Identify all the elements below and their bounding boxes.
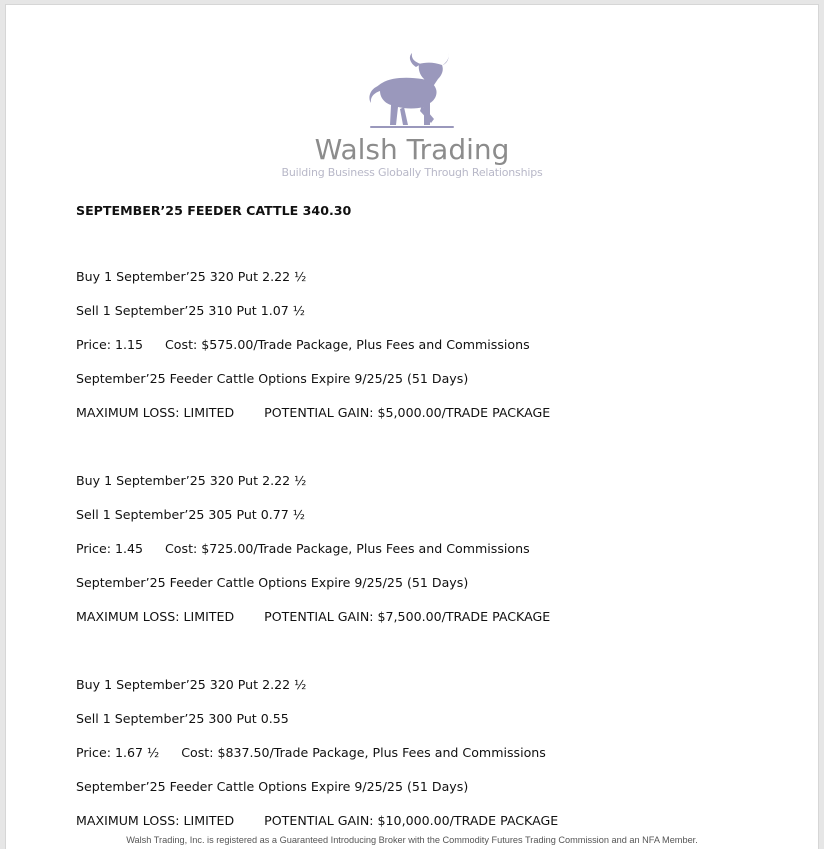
market-heading: SEPTEMBER’25 FEEDER CATTLE 340.30 bbox=[76, 203, 352, 218]
sell-leg: Sell 1 September’25 305 Put 0.77 ½ bbox=[76, 507, 305, 522]
trade-cost: Cost: $575.00/Trade Package, Plus Fees and Commissions bbox=[165, 337, 530, 352]
price-cost-line bbox=[76, 743, 558, 763]
brand-tagline: Building Business Globally Through Relationships bbox=[281, 166, 543, 179]
buy-leg: Buy 1 September’25 320 Put 2.22 ½ bbox=[76, 269, 307, 284]
company-logo bbox=[6, 53, 818, 180]
sell-leg: Sell 1 September’25 300 Put 0.55 bbox=[76, 711, 289, 726]
trade-block-2 bbox=[76, 471, 558, 627]
trade-cost: Cost: $837.50/Trade Package, Plus Fees and Commissions bbox=[181, 745, 546, 760]
risk-reward-line bbox=[76, 811, 558, 831]
trade-price: Price: 1.15 bbox=[76, 337, 144, 352]
trade-cost: Cost: $725.00/Trade Package, Plus Fees and Commissions bbox=[165, 541, 530, 556]
buy-leg: Buy 1 September’25 320 Put 2.22 ½ bbox=[76, 677, 307, 692]
trade-recommendations bbox=[76, 201, 558, 831]
expiry-line: September’25 Feeder Cattle Options Expire 9/25/25 (51 Days) bbox=[76, 779, 469, 794]
trade-block-1 bbox=[76, 267, 558, 423]
potential-gain: POTENTIAL GAIN: $7,500.00/TRADE PACKAGE bbox=[264, 609, 551, 624]
brand-name: Walsh Trading bbox=[314, 133, 510, 166]
potential-gain: POTENTIAL GAIN: $5,000.00/TRADE PACKAGE bbox=[264, 405, 551, 420]
price-cost-line bbox=[76, 539, 558, 559]
expiry-line: September’25 Feeder Cattle Options Expire 9/25/25 (51 Days) bbox=[76, 575, 469, 590]
risk-reward-line bbox=[76, 607, 558, 627]
trade-block-3 bbox=[76, 675, 558, 831]
expiry-line: September’25 Feeder Cattle Options Expire 9/25/25 (51 Days) bbox=[76, 371, 469, 386]
max-loss: MAXIMUM LOSS: LIMITED bbox=[76, 813, 235, 828]
trade-price: Price: 1.45 bbox=[76, 541, 144, 556]
max-loss: MAXIMUM LOSS: LIMITED bbox=[76, 405, 235, 420]
buy-leg: Buy 1 September’25 320 Put 2.22 ½ bbox=[76, 473, 307, 488]
trade-price: Price: 1.67 ½ bbox=[76, 745, 160, 760]
price-cost-line bbox=[76, 335, 558, 355]
risk-reward-line bbox=[76, 403, 558, 423]
document-page bbox=[6, 5, 818, 849]
regulatory-footer: Walsh Trading, Inc. is registered as a Guaranteed Introducing Broker with the Commodity Futures Trading Commission and an NFA Member. bbox=[126, 835, 698, 845]
potential-gain: POTENTIAL GAIN: $10,000.00/TRADE PACKAGE bbox=[264, 813, 559, 828]
sell-leg: Sell 1 September’25 310 Put 1.07 ½ bbox=[76, 303, 305, 318]
max-loss: MAXIMUM LOSS: LIMITED bbox=[76, 609, 235, 624]
bull-icon bbox=[364, 53, 460, 131]
